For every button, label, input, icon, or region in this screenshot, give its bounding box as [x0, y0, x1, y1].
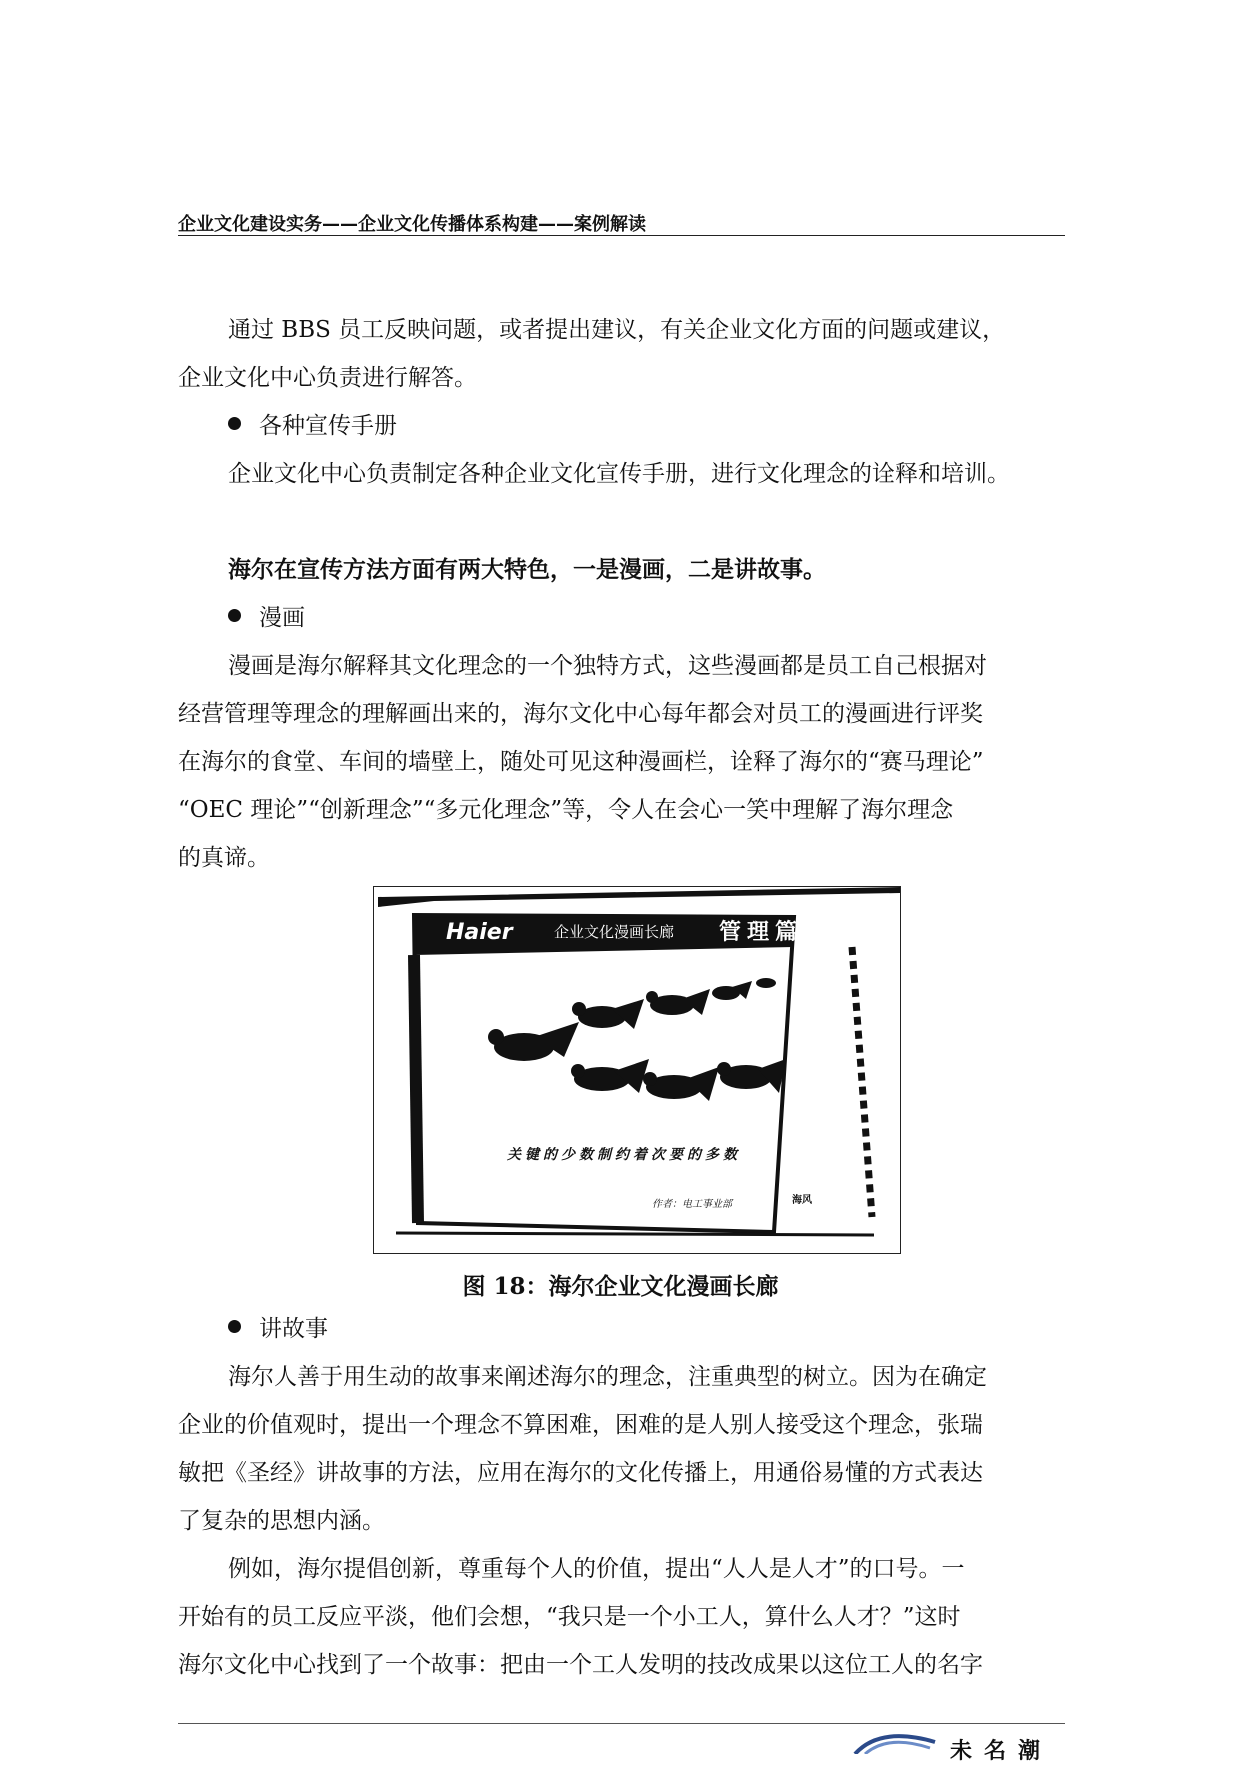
bold-heading-line: 海尔在宣传方法方面有两大特色，一是漫画，二是讲故事。 — [228, 556, 826, 583]
gallery-title: 企业文化漫画长廊 — [554, 923, 675, 941]
section-title: 管理篇 — [719, 920, 804, 945]
bullet-item-brochures: 各种宣传手册 — [228, 411, 397, 441]
paragraph-line: 企业文化中心负责进行解答。 — [178, 365, 477, 391]
paragraph-line: 通过 BBS 员工反映问题，或者提出建议，有关企业文化方面的问题或建议， — [228, 317, 1006, 343]
footer-rule — [178, 1723, 1065, 1724]
haier-logo: Haier — [446, 920, 513, 945]
paragraph-line: 企业文化中心负责制定各种企业文化宣传手册，进行文化理念的诠释和培训。 — [228, 461, 1010, 487]
paragraph-line: 漫画是海尔解释其文化理念的一个独特方式，这些漫画都是员工自己根据对 — [228, 653, 987, 679]
paragraph-line: 海尔文化中心找到了一个故事：把由一个工人发明的技改成果以这位工人的名字 — [178, 1652, 983, 1678]
paragraph-line: 在海尔的食堂、车间的墙壁上，随处可见这种漫画栏，诠释了海尔的“赛马理论” — [178, 749, 984, 775]
paragraph-line: 经营管理等理念的理解画出来的，海尔文化中心每年都会对员工的漫画进行评奖 — [178, 701, 983, 727]
figure-caption: 图 18：海尔企业文化漫画长廊 — [462, 1273, 779, 1300]
paragraph-line: 了复杂的思想内涵。 — [178, 1508, 385, 1534]
bullet-dot-icon — [228, 609, 241, 622]
flying-geese-icon — [488, 978, 786, 1101]
bullet-dot-icon — [228, 1320, 241, 1333]
comic-figure — [373, 886, 901, 1254]
bullet-dot-icon — [228, 417, 241, 430]
comic-slogan: 关键的少数制约着次要的多数 — [507, 1147, 741, 1163]
comic-signature: 海风 — [792, 1195, 812, 1206]
paragraph-line: “OEC 理论”“创新理念”“多元化理念”等，令人在会心一笑中理解了海尔理念 — [178, 797, 954, 823]
comic-illustration — [374, 887, 900, 1253]
paragraph-line: 企业的价值观时，提出一个理念不算困难，困难的是人别人接受这个理念，张瑞 — [178, 1412, 983, 1438]
bullet-item-stories: 讲故事 — [228, 1314, 328, 1344]
header-rule — [178, 235, 1065, 236]
running-header: 企业文化建设实务——企业文化传播体系构建——案例解读 — [178, 214, 646, 235]
paragraph-line: 敏把《圣经》讲故事的方法，应用在海尔的文化传播上，用通俗易懂的方式表达 — [178, 1460, 983, 1486]
paragraph-line: 的真谛。 — [178, 845, 270, 871]
paragraph-line: 开始有的员工反应平淡，他们会想，“我只是一个小工人，算什么人才？”这时 — [178, 1604, 961, 1630]
paragraph-line: 海尔人善于用生动的故事来阐述海尔的理念，注重典型的树立。因为在确定 — [228, 1364, 987, 1390]
comic-author: 作者：电工事业部 — [652, 1199, 732, 1210]
bullet-item-comics: 漫画 — [228, 603, 305, 633]
paragraph-line: 例如，海尔提倡创新，尊重每个人的价值，提出“人人是人才”的口号。一 — [228, 1556, 965, 1582]
footer-brand: 未名潮 — [950, 1739, 1053, 1764]
